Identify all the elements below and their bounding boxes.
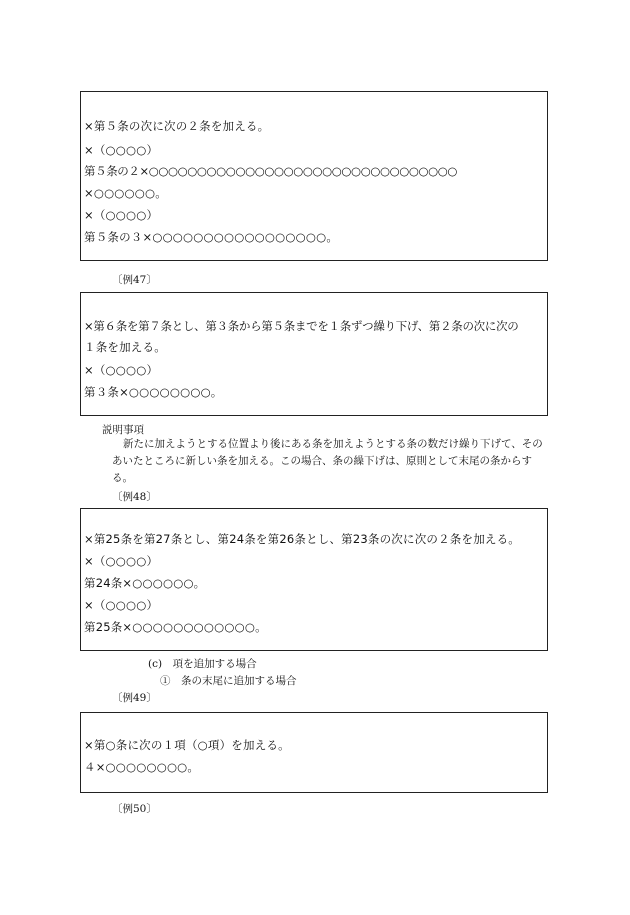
example-50-label: 〔例50〕: [112, 803, 157, 815]
amendment-box-2: [80, 292, 548, 416]
subsection-1-heading: ① 条の末尾に追加する場合: [160, 675, 297, 687]
amendment-box-1: [80, 91, 548, 261]
box2-line-1: ×第６条を第７条とし、第３条から第５条までを１条ずつ繰り下げ、第２条の次に次の: [84, 319, 519, 333]
box4-line-2: ４×○○○○○○○○。: [84, 760, 200, 774]
box4-line-1: ×第○条に次の１項（○項）を加える。: [84, 738, 290, 752]
box1-line-3: 第５条の２×○○○○○○○○○○○○○○○○○○○○○○○○○○○○○○○○: [84, 164, 458, 178]
amendment-box-3: [80, 508, 548, 651]
section-c-heading: (c) 項を追加する場合: [148, 658, 257, 670]
example-48-label: 〔例48〕: [112, 491, 157, 503]
example-47-label: 〔例47〕: [112, 274, 157, 286]
box1-line-4: ×○○○○○○。: [84, 186, 167, 200]
amendment-box-4: [80, 712, 548, 793]
box1-line-1: ×第５条の次に次の２条を加える。: [84, 119, 270, 133]
box3-line-1: ×第25条を第27条とし、第24条を第26条とし、第23条の次に次の２条を加える。: [84, 532, 520, 546]
box1-line-5: ×（○○○○）: [84, 208, 159, 222]
box3-line-5: 第25条×○○○○○○○○○○○○。: [84, 620, 267, 634]
example-49-label: 〔例49〕: [112, 692, 157, 704]
box1-line-6: 第５条の３×○○○○○○○○○○○○○○○○○。: [84, 230, 339, 244]
box1-line-2: ×（○○○○）: [84, 143, 159, 157]
explanation-heading: 説明事項: [102, 424, 144, 436]
box2-line-2: １条を加える。: [84, 340, 166, 354]
box3-line-3: 第24条×○○○○○○。: [84, 576, 206, 590]
box3-line-4: ×（○○○○）: [84, 598, 159, 612]
box2-line-3: ×（○○○○）: [84, 363, 159, 377]
box3-line-2: ×（○○○○）: [84, 554, 159, 568]
box2-line-4: 第３条×○○○○○○○○。: [84, 385, 223, 399]
explanation-text: 新たに加えようとする位置より後にある条を加えようとする条の数だけ繰り下げて、そのあいたところに新しい条を加える。この場合、条の繰下げは、原則として末尾の条からする。: [112, 438, 543, 484]
